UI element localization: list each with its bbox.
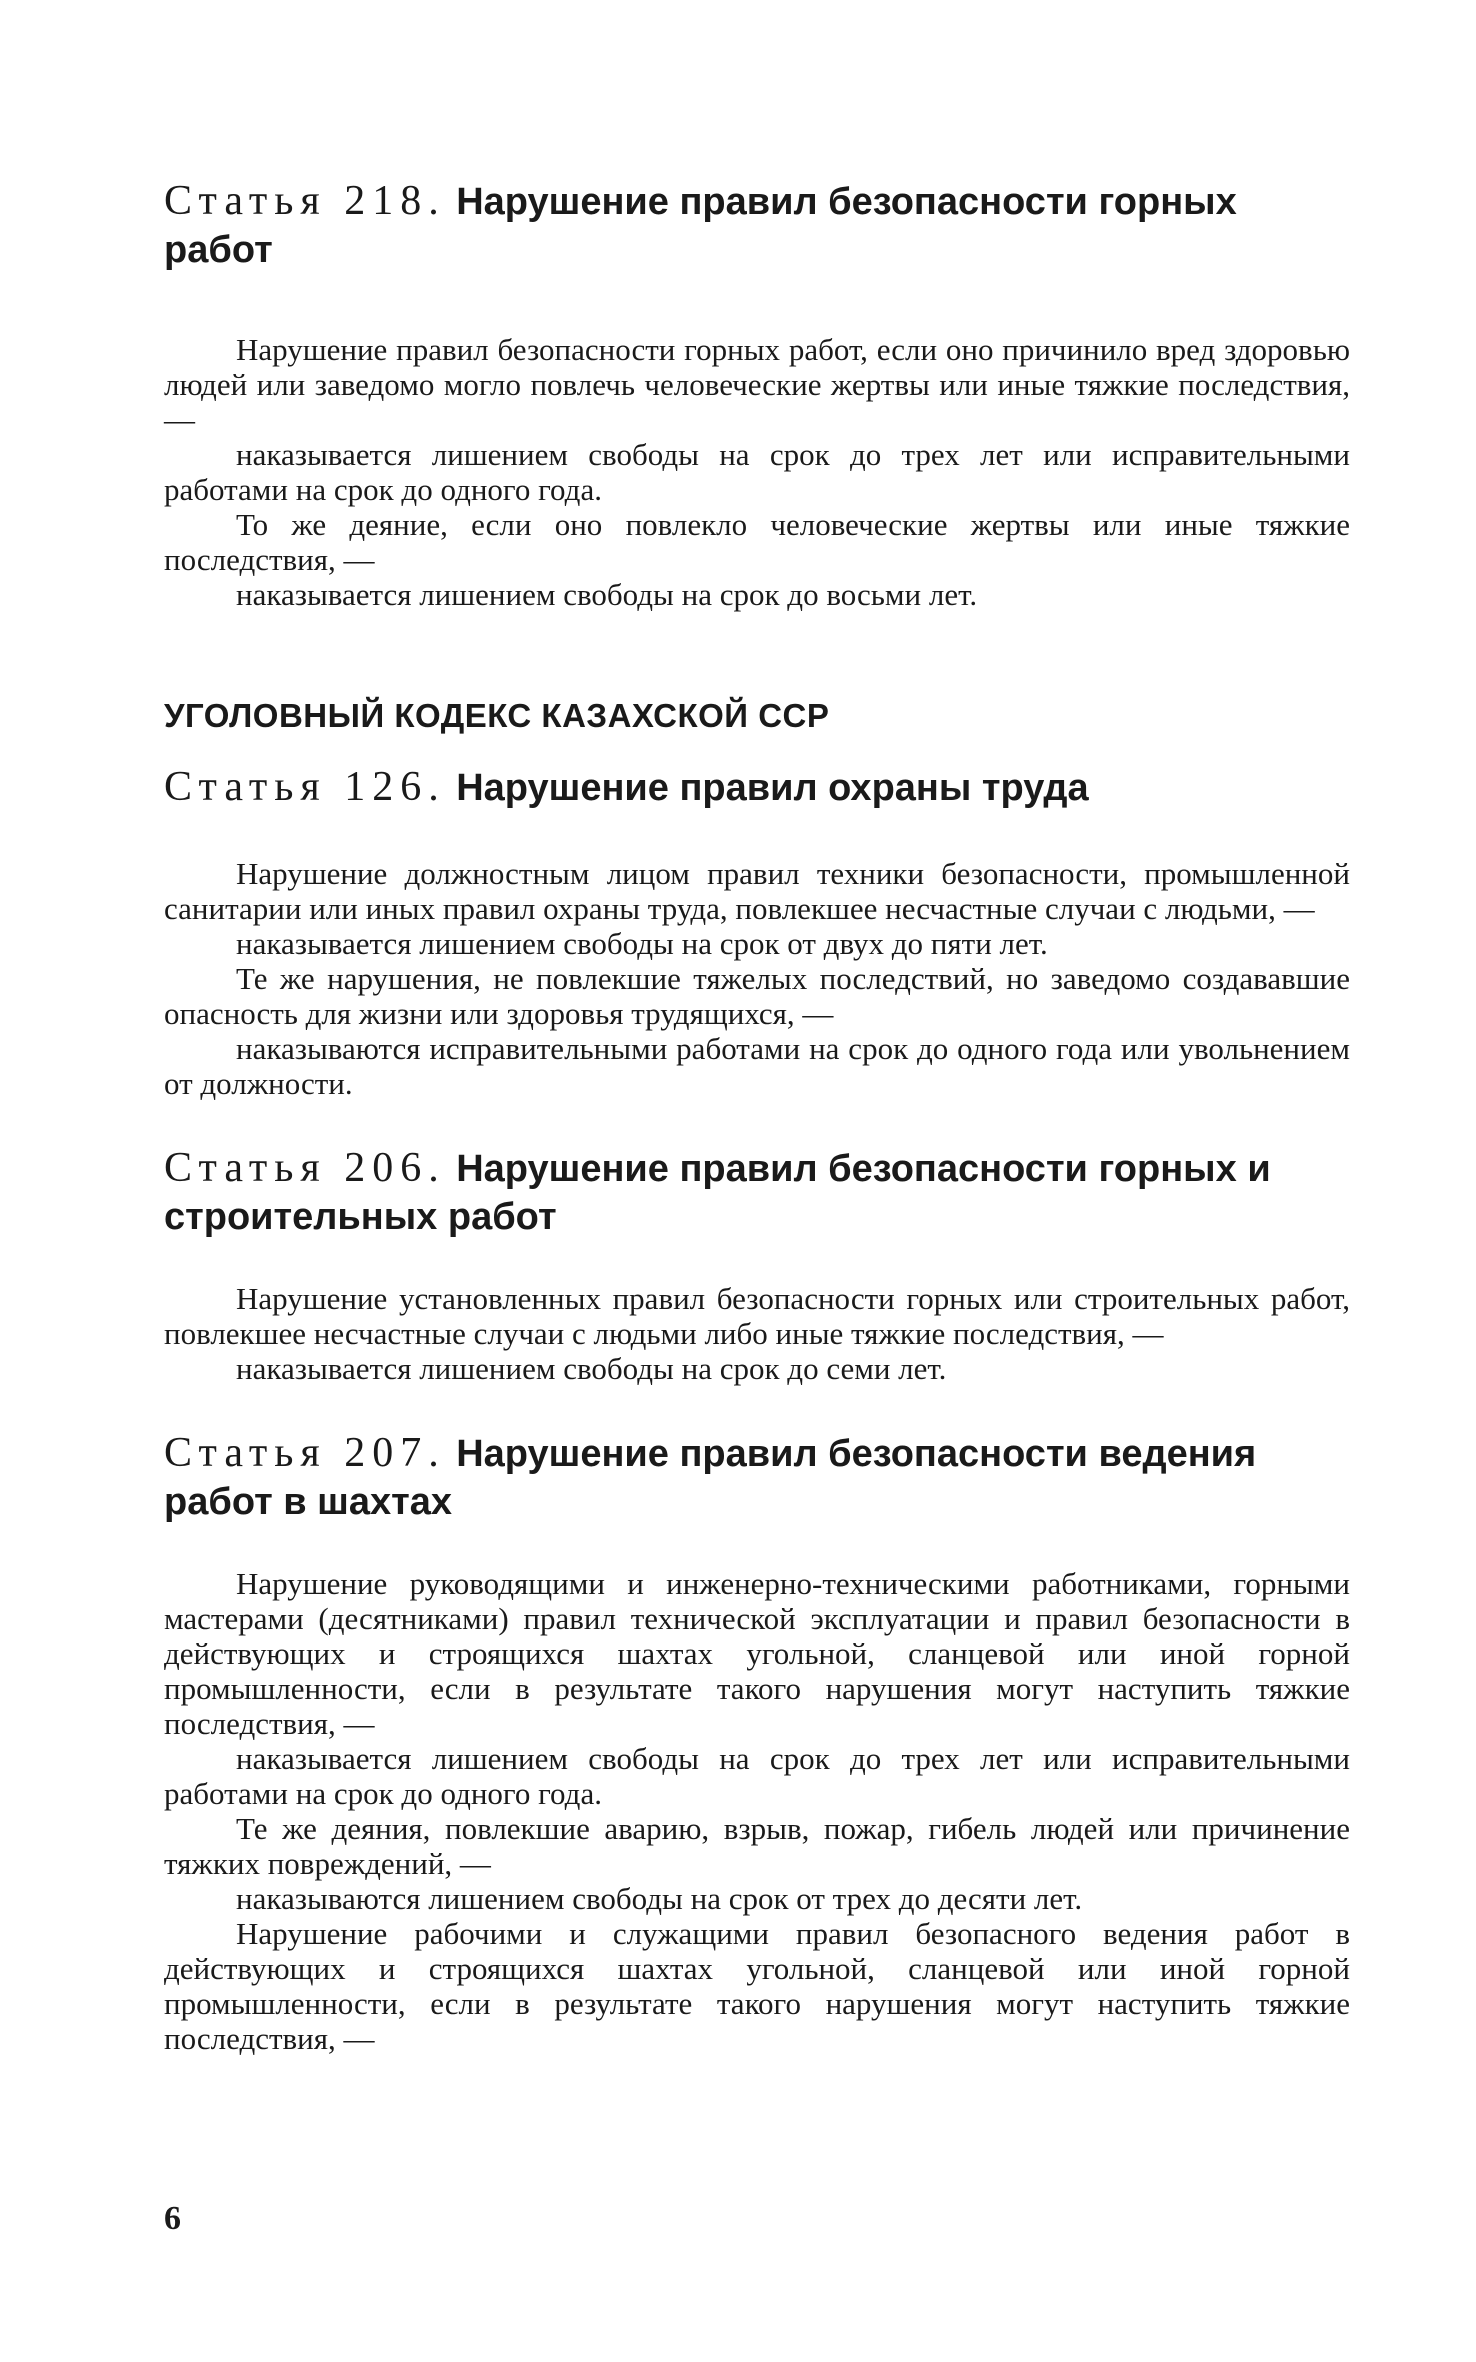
paragraph: наказывается лишением свободы на срок до трех лет или исправительными работами на срок до одного года. (164, 1741, 1350, 1811)
paragraph: наказывается лишением свободы на срок до восьми лет. (236, 577, 978, 612)
paragraph: Нарушение рабочими и служащими правил безопасного ведения работ в действующих и строящихся шахтах угольной, сланцевой или иной горной промышленности, если в результате такого нарушения могут наступить тяжкие последствия, — (164, 1916, 1350, 2056)
document-page (164, 178, 1350, 2056)
article-number: Статья 206. (164, 1145, 446, 1191)
paragraph: наказывается лишением свободы на срок до трех лет или исправительными работами на срок до одного года. (164, 437, 1350, 507)
paragraph: наказываются лишением свободы на срок от трех до десяти лет. (236, 1881, 1083, 1916)
paragraph: То же деяние, если оно повлекло человеческие жертвы или иные тяжкие последствия, — (164, 507, 1350, 577)
paragraph: Нарушение должностным лицом правил техники безопасности, промышленной санитарии или иных правил охраны труда, повлекшее несчастные случаи с людьми, — (164, 856, 1350, 926)
article-126 (164, 764, 1350, 1101)
article-heading (164, 764, 1350, 812)
article-body (164, 332, 1350, 612)
paragraph: Нарушение правил безопасности горных работ, если оно причинило вред здоровью людей или заведомо могло повлечь человеческие жертвы или иные тяжкие последствия, — (164, 332, 1350, 437)
paragraph: наказывается лишением свободы на срок от двух до пяти лет. (236, 926, 1048, 961)
article-heading (164, 1430, 1350, 1526)
article-body (164, 1281, 1350, 1386)
paragraph: наказываются исправительными работами на срок до одного года или увольнением от должности. (164, 1031, 1350, 1101)
article-heading (164, 1145, 1350, 1241)
paragraph: Те же деяния, повлекшие аварию, взрыв, пожар, гибель людей или причинение тяжких повреждений, — (164, 1811, 1350, 1881)
article-title: Нарушение правил безопасности горных работ (164, 181, 1237, 271)
paragraph: Те же нарушения, не повлекшие тяжелых последствий, но заведомо создававшие опасность для жизни или здоровья трудящихся, — (164, 961, 1350, 1031)
article-heading (164, 178, 1350, 274)
article-207 (164, 1430, 1350, 2056)
article-title: Нарушение правил безопасности ведения работ в шахтах (164, 1433, 1257, 1523)
article-body (164, 1566, 1350, 2056)
article-number: Статья 218. (164, 178, 446, 224)
article-title: Нарушение правил безопасности горных и строительных работ (164, 1148, 1271, 1238)
article-number: Статья 126. (164, 764, 446, 810)
page-number: 6 (164, 2200, 181, 2237)
paragraph: наказывается лишением свободы на срок до семи лет. (236, 1351, 947, 1386)
paragraph: Нарушение руководящими и инженерно-техническими работниками, горными мастерами (десятниками) правил технической эксплуатации и правил безопасности в действующих и строящихся шахтах угольной, сланцевой или иной горной промышленности, если в результате такого нарушения могут наступить тяжкие последствия, — (164, 1566, 1350, 1741)
article-body (164, 856, 1350, 1101)
article-218 (164, 178, 1350, 612)
article-206 (164, 1145, 1350, 1386)
code-heading: УГОЛОВНЫЙ КОДЕКС КАЗАХСКОЙ ССР (164, 697, 830, 734)
article-title: Нарушение правил охраны труда (456, 767, 1089, 809)
paragraph: Нарушение установленных правил безопасности горных или строительных работ, повлекшее несчастные случаи с людьми либо иные тяжкие последствия, — (164, 1281, 1350, 1351)
article-number: Статья 207. (164, 1430, 446, 1476)
